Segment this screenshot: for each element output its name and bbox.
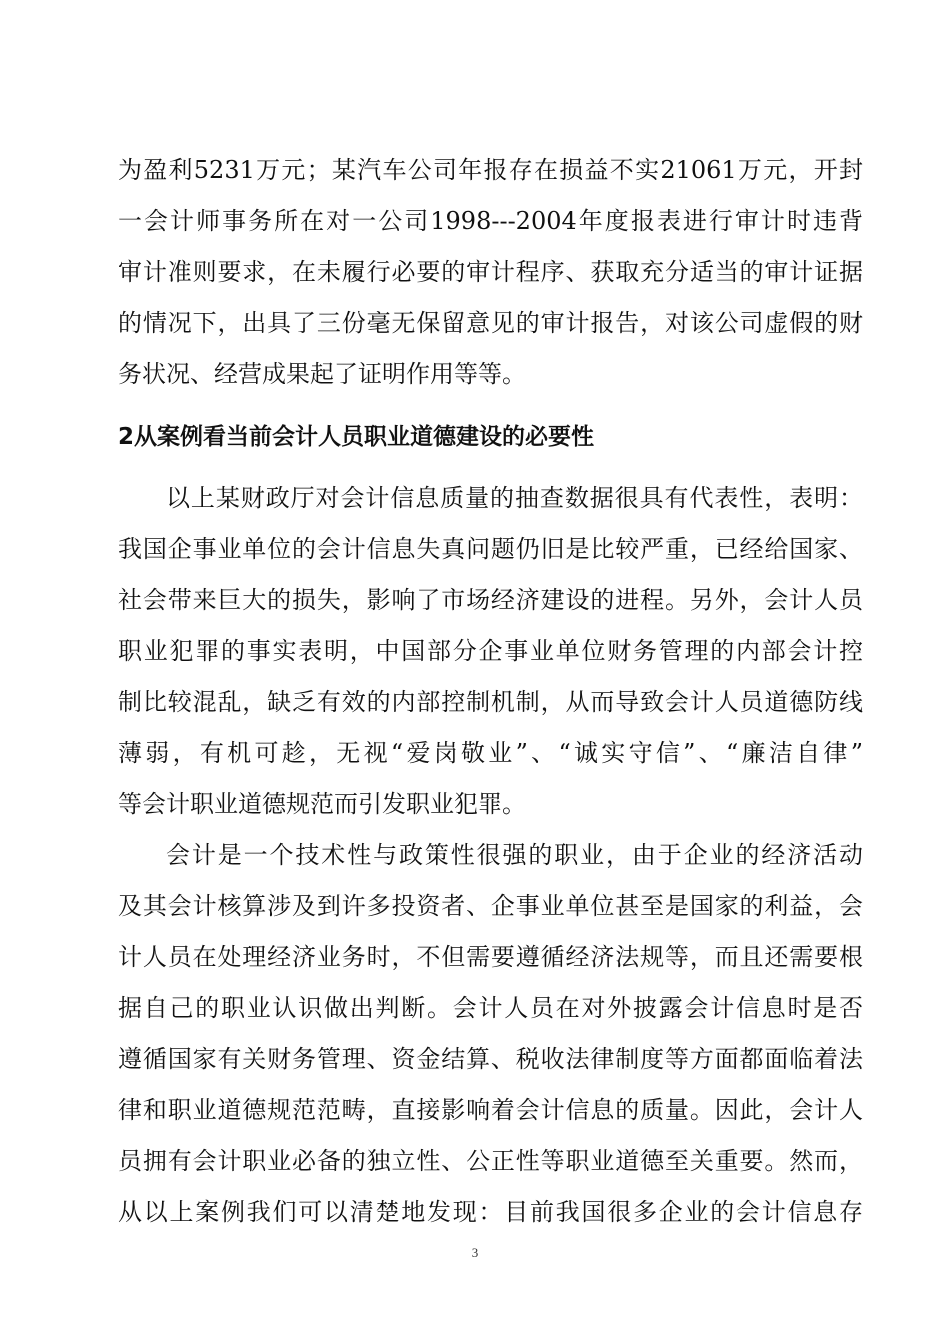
- page-number: 3: [471, 1245, 479, 1260]
- text-line: 职业犯罪的事实表明，中国部分企事业单位财务管理的内部会计控: [118, 637, 863, 665]
- text-line: 员拥有会计职业必备的独立性、公正性等职业道德至关重要。然而，: [118, 1147, 863, 1175]
- text-line: 遵循国家有关财务管理、资金结算、税收法律制度等方面都面临着法: [118, 1045, 863, 1073]
- text-line: 一会计师事务所在对一公司1998---2004年度报表进行审计时违背: [118, 207, 863, 235]
- paragraph-necessity-2: [118, 830, 863, 1238]
- text-line: 薄弱，有机可趁，无视“爱岗敬业”、“诚实守信”、“廉洁自律”: [118, 739, 863, 767]
- text-line: 计人员在处理经济业务时，不但需要遵循经济法规等，而且还需要根: [118, 943, 863, 971]
- text-line: 据自己的职业认识做出判断。会计人员在对外披露会计信息时是否: [118, 994, 863, 1022]
- text-line: 律和职业道德规范范畴，直接影响着会计信息的质量。因此，会计人: [118, 1096, 863, 1124]
- text-line: 社会带来巨大的损失，影响了市场经济建设的进程。另外，会计人员: [118, 586, 863, 614]
- paragraph-necessity-1: [118, 473, 863, 830]
- text-line: 从以上案例我们可以清楚地发现：目前我国很多企业的会计信息存: [118, 1198, 863, 1226]
- section-heading: 2从案例看当前会计人员职业道德建设的必要性: [118, 424, 595, 450]
- text-line: 以上某财政厅对会计信息质量的抽查数据很具有代表性，表明：: [166, 484, 863, 512]
- text-line: 务状况、经营成果起了证明作用等等。: [118, 360, 526, 388]
- text-line: 的情况下，出具了三份毫无保留意见的审计报告，对该公司虚假的财: [118, 309, 863, 337]
- page-body: [118, 145, 863, 1238]
- text-line: 会计是一个技术性与政策性很强的职业，由于企业的经济活动: [166, 841, 863, 869]
- text-line: 为盈利5231万元；某汽车公司年报存在损益不实21061万元，开封: [118, 156, 863, 184]
- text-line: 等会计职业道德规范而引发职业犯罪。: [118, 790, 526, 818]
- text-line: 审计准则要求，在未履行必要的审计程序、获取充分适当的审计证据: [118, 258, 863, 286]
- text-line: 我国企事业单位的会计信息失真问题仍旧是比较严重，已经给国家、: [118, 535, 863, 563]
- text-line: 及其会计核算涉及到许多投资者、企事业单位甚至是国家的利益，会: [118, 892, 863, 920]
- paragraph-continued: [118, 145, 863, 400]
- text-line: 制比较混乱，缺乏有效的内部控制机制，从而导致会计人员道德防线: [118, 688, 863, 716]
